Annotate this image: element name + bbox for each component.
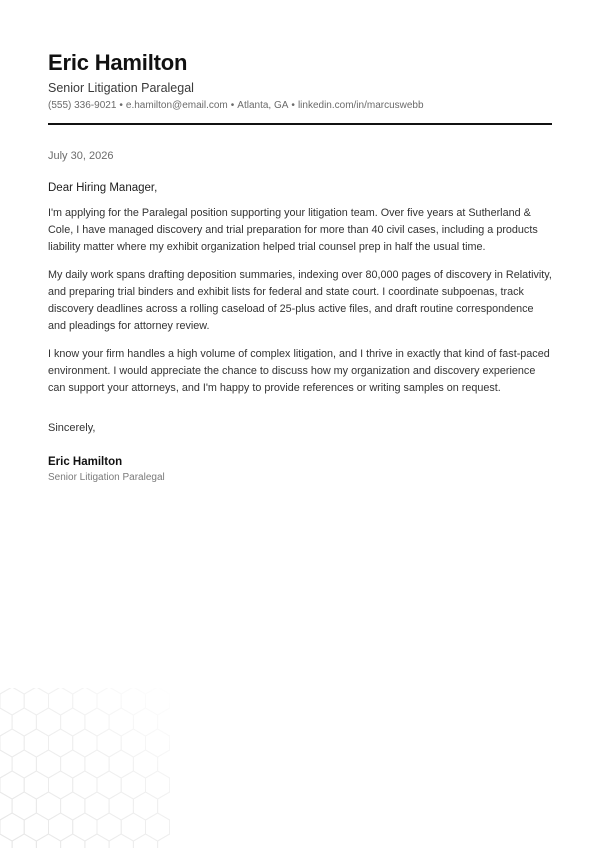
paragraph-closing: I know your firm handles a high volume of complex litigation, and I thrive in exactly that kind of fast-paced environment. I would appreciate the chance to discuss how my organization and discovery experience can support your attorneys, and I'm happy to provide references or writing samples on request. (48, 347, 550, 394)
applicant-name: Eric Hamilton (48, 50, 188, 75)
contact-separator: • (291, 100, 295, 111)
contact-separator: • (230, 100, 235, 111)
contact-location: Atlanta, GA (237, 100, 289, 111)
letter-date: July 30, 2026 (48, 150, 114, 162)
contact-separator: • (119, 100, 123, 111)
contact-linkedin: linkedin.com/in/marcuswebb (297, 100, 424, 111)
contact-email: e.hamilton@email.com (125, 100, 228, 111)
paragraph-experience: My daily work spans drafting deposition summaries, indexing over 80,000 pages of discovery in Relativity, and preparing trial binders and exhibit lists for federal and state court. I coordinate subpoenas, track discovery deadlines across a rolling caseload of 25-plus active files, and draft routine correspondence and pleadings for attorney review. (48, 268, 552, 332)
signature-name: Eric Hamilton (48, 455, 123, 468)
contact-phone: (555) 336-9021 (48, 100, 117, 111)
letter-body (48, 149, 552, 484)
contact-line (48, 99, 552, 113)
header-divider (48, 123, 552, 125)
applicant-title: Senior Litigation Paralegal (48, 81, 194, 95)
signature-title: Senior Litigation Paralegal (48, 471, 165, 483)
paragraph-intro: I'm applying for the Paralegal position supporting your litigation team. Over five years at Sutherland & Cole, I have managed discovery and trial preparation for more than 40 civil cases, including a products liability matter where my exhibit organization helped trial counsel prep in half the usual time. (48, 207, 538, 253)
salutation: Dear Hiring Manager, (48, 182, 158, 194)
closing: Sincerely, (48, 421, 96, 434)
letter-header (48, 50, 552, 125)
